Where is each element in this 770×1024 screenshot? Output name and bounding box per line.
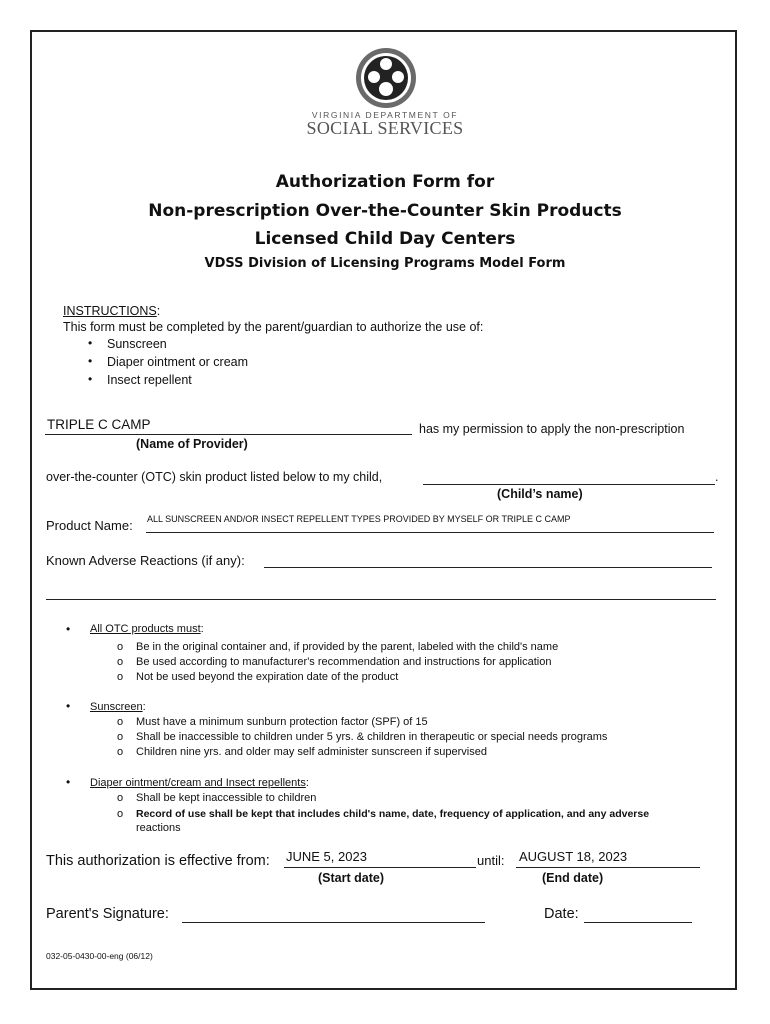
end-date-caption: (End date) [542, 871, 604, 885]
start-date-line [284, 867, 476, 868]
reactions-label: Known Adverse Reactions (if any): [46, 553, 245, 568]
sub-bullet: o [117, 792, 124, 804]
bullet: • [88, 372, 93, 386]
sub-bullet: o [117, 716, 124, 728]
child-caption: (Child’s name) [497, 487, 583, 501]
instruction-item: Sunscreen [107, 337, 167, 351]
rule-heading-sunscreen: Sunscreen: [90, 701, 146, 713]
start-date-caption: (Start date) [318, 871, 384, 885]
sub-bullet: o [117, 671, 124, 683]
effective-label: This authorization is effective from: [46, 853, 270, 869]
agency-top-line: VIRGINIA DEPARTMENT OF [311, 110, 459, 120]
rule-item: Shall be inaccessible to children under 5 yrs. & children in therapeutic or special needs programs [136, 731, 608, 743]
form-number: 032-05-0430-00-eng (06/12) [46, 951, 153, 961]
rule-item: Must have a minimum sunburn protection factor (SPF) of 15 [136, 716, 428, 728]
sub-bullet: o [117, 808, 124, 820]
child-period: . [715, 470, 719, 484]
bullet: • [88, 354, 93, 368]
signature-line[interactable] [182, 922, 485, 923]
sub-bullet: o [117, 656, 124, 668]
rule-item: Be in the original container and, if provided by the parent, labeled with the child's name [136, 641, 559, 653]
provider-name-field[interactable]: TRIPLE C CAMP [47, 417, 151, 432]
instructions-text: This form must be completed by the parent/guardian to authorize the use of: [63, 320, 484, 334]
end-date-field[interactable]: AUGUST 18, 2023 [519, 849, 628, 864]
start-date-field[interactable]: JUNE 5, 2023 [286, 849, 367, 864]
rule-item: Be used according to manufacturer's recommendation and instructions for application [136, 656, 552, 668]
bullet: • [66, 699, 71, 713]
sub-bullet: o [117, 641, 124, 653]
date-label: Date: [544, 906, 579, 922]
permission-text: has my permission to apply the non-prescription [419, 422, 685, 436]
signature-label: Parent's Signature: [46, 906, 169, 922]
rule-item: reactions [136, 822, 181, 834]
reactions-line-2 [46, 599, 716, 600]
product-name-field[interactable]: ALL SUNSCREEN AND/OR INSECT REPELLENT TYPES PROVIDED BY MYSELF OR TRIPLE C CAMP [147, 514, 571, 524]
instruction-item: Insect repellent [107, 373, 192, 387]
title-line-1: Authorization Form for [275, 172, 495, 192]
child-name-line [423, 484, 715, 485]
instructions-heading: INSTRUCTIONS: [63, 304, 161, 318]
until-label: until: [477, 853, 505, 868]
rule-item: Shall be kept inaccessible to children [136, 792, 317, 804]
rule-heading-otc: All OTC products must: [90, 623, 204, 635]
vdss-logo-icon [355, 47, 417, 109]
rule-item: Not be used beyond the expiration date of the product [136, 671, 399, 683]
rule-heading-diaper: Diaper ointment/cream and Insect repellents: [90, 777, 309, 789]
bullet: • [88, 336, 93, 350]
bullet: • [66, 775, 71, 789]
product-line [146, 532, 714, 533]
instruction-item: Diaper ointment or cream [107, 355, 249, 369]
provider-name-line [45, 434, 412, 435]
date-line[interactable] [584, 922, 692, 923]
title-line-2: Non-prescription Over-the-Counter Skin Products [148, 201, 622, 221]
rule-item: Children nine yrs. and older may self administer sunscreen if supervised [136, 746, 487, 758]
title-line-3: Licensed Child Day Centers [254, 229, 516, 249]
reactions-line [264, 567, 712, 568]
sub-bullet: o [117, 731, 124, 743]
form-subtitle: VDSS Division of Licensing Programs Model Form [204, 256, 566, 271]
product-label: Product Name: [46, 518, 133, 533]
sub-bullet: o [117, 746, 124, 758]
provider-caption: (Name of Provider) [136, 437, 248, 451]
bullet: • [66, 622, 71, 636]
child-text: over-the-counter (OTC) skin product listed below to my child, [46, 470, 383, 484]
agency-name: SOCIAL SERVICES [306, 118, 464, 138]
rule-item: Record of use shall be kept that includes child's name, date, frequency of application, and any adverse [136, 808, 650, 820]
end-date-line [516, 867, 700, 868]
